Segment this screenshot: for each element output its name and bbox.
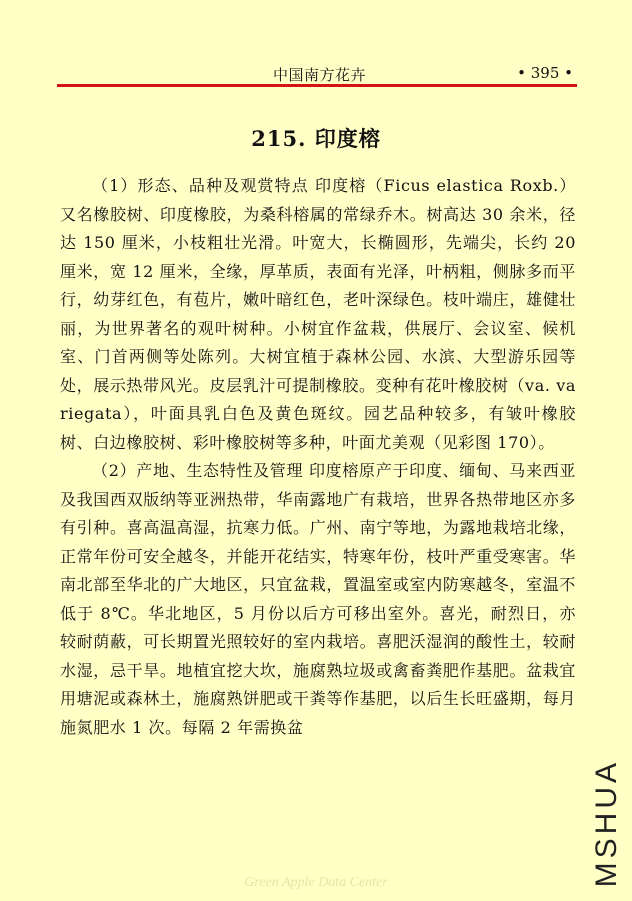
paragraph-morphology: （1）形态、品种及观赏特点 印度榕（Ficus elastica Roxb.）又名橡胶树、印度橡胶，为桑科榕属的常绿乔木。树高达 30 余米，径达 150 厘米，小枝粗壮光滑。叶宽大，长椭圆形，先端尖，长约 20 厘米，宽 12 厘米，全缘，厚革质，表面有光泽，叶柄粗，侧脉多而平行，幼芽红色，有苞片，嫩叶暗红色，老叶深绿色。枝叶端庄，雄健壮丽，为世界著名的观叶树种。小树宜作盆栽，供展厅、会议室、候机室、门首两侧等处陈列。大树宜植于森林公园、水滨、大型游乐园等处，展示热带风光。皮层乳汁可提制橡胶。变种有花叶橡胶树（va. variegata），叶面具乳白色及黄色斑纹。园艺品种较多，有皱叶橡胶树、白边橡胶树、彩叶橡胶树等多种，叶面尤美观（见彩图 170）。: [60, 176, 576, 452]
page-number: • 395 •: [517, 64, 573, 82]
footer-watermark: Green Apple Data Center: [244, 875, 388, 890]
section-title: 215. 印度榕: [251, 126, 381, 151]
book-title: 中国南方花卉: [273, 66, 367, 84]
running-header: [57, 62, 577, 84]
body-text: [60, 172, 576, 742]
header-rule: [57, 84, 577, 87]
side-watermark: MSHUA: [590, 758, 623, 887]
paragraph-origin-ecology: （2）产地、生态特性及管理 印度榕原产于印度、缅甸、马来西亚及我国西双版纳等亚洲热带，华南露地广有栽培，世界各热带地区亦多有引种。喜高温高湿，抗寒力低。广州、南宁等地，为露地栽培北缘，正常年份可安全越冬，并能开花结实，特寒年份，枝叶严重受寒害。华南北部至华北的广大地区，只宜盆栽，置温室或室内防寒越冬，室温不低于 8℃。华北地区，5 月份以后方可移出室外。喜光，耐烈日，亦较耐荫蔽，可长期置光照较好的室内栽培。喜肥沃湿润的酸性土，较耐水湿，忌干旱。地植宜挖大坎，施腐熟垃圾或禽畜粪肥作基肥。盆栽宜用塘泥或森林土，施腐熟饼肥或干粪等作基肥，以后生长旺盛期，每月施氮肥水 1 次。每隔 2 年需换盆: [60, 461, 576, 737]
